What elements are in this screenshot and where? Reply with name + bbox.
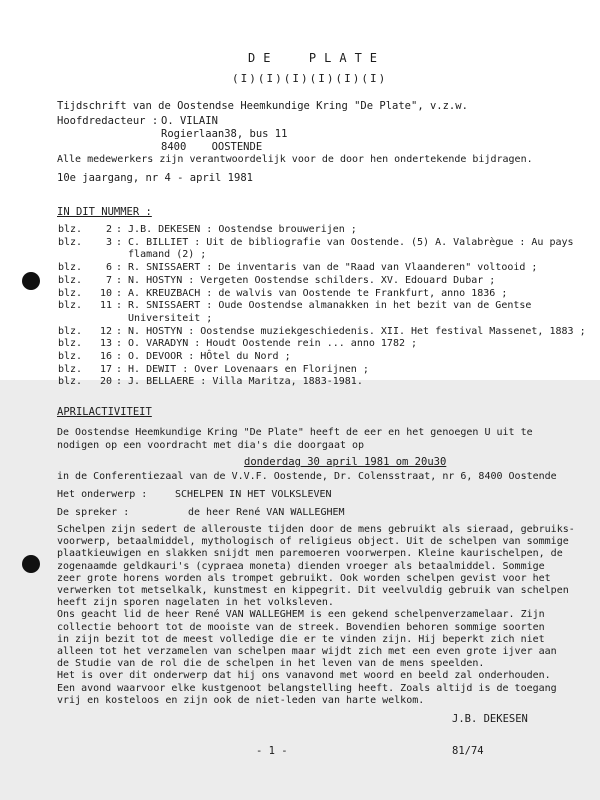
- body-line: Het is over dit onderwerp dat hij ons vanavond met woord en beeld zal onderhouden.: [57, 670, 551, 682]
- body-line: voorwerp, betaalmiddel, mythologisch of religieus object. Uit de schelpen van sommige: [57, 536, 569, 548]
- toc-entry-label: blz.: [58, 287, 83, 299]
- toc-entry-page: 10: [99, 287, 112, 299]
- page-number: - 1 -: [256, 745, 288, 757]
- editor-address-line1: Rogierlaan38, bus 11: [161, 128, 288, 140]
- toc-entry: [58, 262, 537, 274]
- toc-entry-label: blz.: [58, 351, 83, 362]
- toc-entry: [58, 376, 363, 388]
- toc-entry: [58, 364, 369, 376]
- toc-entry-text: : C. BILLIET : Uit de bibliografie van Oostende. (5) A. Valabrègue : Au pays: [116, 236, 574, 248]
- toc-entry-text: : N. HOSTYN : Vergeten Oostendse schilders. XV. Edouard Dubar ;: [116, 274, 496, 286]
- signature: J.B. DEKESEN: [452, 713, 528, 725]
- subject-value: SCHELPEN IN HET VOLKSLEVEN: [175, 489, 332, 500]
- body-line: collectie behoort tot de mooiste van de streek. Bovendien behoren sommige soorten: [57, 621, 545, 633]
- toc-heading: IN DIT NUMMER :: [57, 206, 152, 218]
- document-ref: 81/74: [452, 745, 484, 757]
- toc-entry-page: 11: [99, 300, 112, 312]
- toc-entry-text: : O. DEVOOR : HÔtel du Nord ;: [116, 351, 291, 362]
- toc-entry-text: : O. VARADYN : Houdt Oostende rein ... anno 1782 ;: [116, 338, 418, 350]
- toc-entry-page: 17: [99, 363, 112, 375]
- body-line: Een avond waarvoor elke kustgenoot belangstelling heeft. Zoals altijd is de toegang: [57, 682, 557, 694]
- toc-entry-label: blz.: [58, 300, 83, 312]
- toc-entry: [58, 300, 531, 312]
- speaker-label: De spreker :: [57, 507, 130, 518]
- toc-entry: [58, 237, 574, 249]
- toc-entry: [58, 351, 291, 363]
- editor-name: O. VILAIN: [161, 115, 218, 127]
- toc-entry: [58, 275, 495, 287]
- toc-entry-page: 12: [99, 325, 112, 337]
- toc-entry-page: 6: [105, 262, 112, 274]
- speaker-value: de heer René VAN WALLEGHEM: [188, 507, 345, 518]
- editor-label: Hoofdredacteur :: [57, 115, 159, 127]
- announcement-intro-line2: nodigen op een voordracht met dia's die doorgaat op: [57, 440, 365, 451]
- toc-entry-page: 3: [105, 236, 112, 248]
- toc-entry: [58, 288, 507, 300]
- punch-hole-bottom: [22, 555, 40, 573]
- toc-entry: [58, 338, 417, 350]
- body-line: verwerken tot metselkalk, kunstmest en kippegrit. Dit veelvuldig gebruik van schelpen: [57, 585, 569, 596]
- announcement-heading: APRILACTIVITEIT: [57, 406, 152, 418]
- toc-entry: [58, 249, 206, 261]
- toc-entry-page: 2: [105, 224, 112, 235]
- toc-entry-text: : A. KREUZBACH : de walvis van Oostende te Frankfurt, anno 1836 ;: [116, 287, 508, 299]
- punch-hole-top: [22, 272, 40, 290]
- toc-entry-label: blz.: [58, 274, 83, 286]
- toc-entry-text: : N. HOSTYN : Oostendse muziekgeschiedenis. XII. Het festival Massenet, 1883 ;: [116, 325, 586, 337]
- toc-entry-label: blz.: [58, 325, 83, 337]
- tagline: Tijdschrift van de Oostendse Heemkundige Kring "De Plate", v.z.w.: [57, 100, 468, 112]
- toc-entry-page: 13: [99, 338, 112, 350]
- body-line: plaatkieuwigen en slakken snijdt men paremoeren voorwerpen. Kleine kaurischelpen, de: [57, 548, 563, 560]
- toc-entry-page: 7: [105, 274, 112, 286]
- toc-entry-label: blz.: [58, 376, 83, 388]
- toc-entry-page: 20: [99, 376, 112, 388]
- toc-entry-text: : H. DEWIT : Over Lovenaars en Florijnen ;: [116, 363, 369, 375]
- masthead-title: DE PLATE: [248, 51, 386, 65]
- body-line: vrij en kosteloos en zijn ook de niet-leden van harte welkom.: [57, 694, 425, 706]
- subject-label: Het onderwerp :: [57, 489, 148, 500]
- toc-entry-text: : R. SNISSAERT : De inventaris van de "Raad van Vlaanderen" voltooid ;: [116, 262, 538, 274]
- toc-entry-label: blz.: [58, 363, 83, 375]
- event-date: donderdag 30 april 1981 om 20u30: [244, 456, 447, 468]
- toc-entry-label: blz.: [58, 224, 83, 235]
- body-line: zeer grote horens worden als trompet gebruikt. Ook worden schelpen gevist voor het: [57, 572, 551, 584]
- body-line: Ons geacht lid de heer René VAN WALLEGHEM is een gekend schelpenverzamelaar. Zijn: [57, 609, 545, 621]
- toc-entry-page: 16: [99, 351, 112, 362]
- toc-entry: [58, 313, 212, 325]
- editor-address-line2: 8400 OOSTENDE: [161, 141, 263, 153]
- body-line: in zijn bezit tot de meest volledige die er te vinden zijn. Hij beperkt zich niet: [57, 633, 545, 645]
- responsibility-note: Alle medewerkers zijn verantwoordelijk voor de door hen ondertekende bijdragen.: [57, 154, 533, 165]
- issue-line: 10e jaargang, nr 4 - april 1981: [57, 172, 253, 184]
- toc-entry-text: : R. SNISSAERT : Oude Oostendse almanakken in het bezit van de Gentse: [116, 300, 532, 312]
- toc-entry-label: blz.: [58, 338, 83, 350]
- body-line: de Studie van de rol die de schelpen in het leven van de mens speelden.: [57, 658, 485, 670]
- body-line: zogenaamde geldkauri's (cypraea moneta) dienden vroeger als betaalmiddel. Sommige: [57, 560, 545, 572]
- toc-entry: [58, 326, 586, 338]
- toc-entry-text: : J. BELLAERE : Villa Maritza, 1883-1981.: [116, 376, 363, 388]
- toc-entry: [58, 224, 357, 236]
- body-line: Schelpen zijn sedert de allerouste tijden door de mens gebruikt als sieraad, gebruiks-: [57, 524, 575, 535]
- toc-entry-text: flamand (2) ;: [116, 249, 207, 261]
- body-line: heeft zijn sporen nagelaten in het volksleven.: [57, 597, 334, 609]
- body-line: alleen tot het verzamelen van schelpen maar wijdt zich met een even grote ijver aan: [57, 646, 557, 657]
- toc-entry-label: blz.: [58, 262, 83, 274]
- masthead-subtitle: (I)(I)(I)(I)(I)(I): [232, 72, 388, 85]
- toc-entry-label: blz.: [58, 236, 83, 248]
- announcement-intro-line1: De Oostendse Heemkundige Kring "De Plate" heeft de eer en het genoegen U uit te: [57, 427, 533, 438]
- event-venue: in de Conferentiezaal van de V.V.F. Oostende, Dr. Colensstraat, nr 6, 8400 Oostende: [57, 471, 557, 482]
- toc-entry-text: : J.B. DEKESEN : Oostendse brouwerijen ;: [116, 224, 357, 235]
- toc-entry-text: Universiteit ;: [116, 312, 213, 324]
